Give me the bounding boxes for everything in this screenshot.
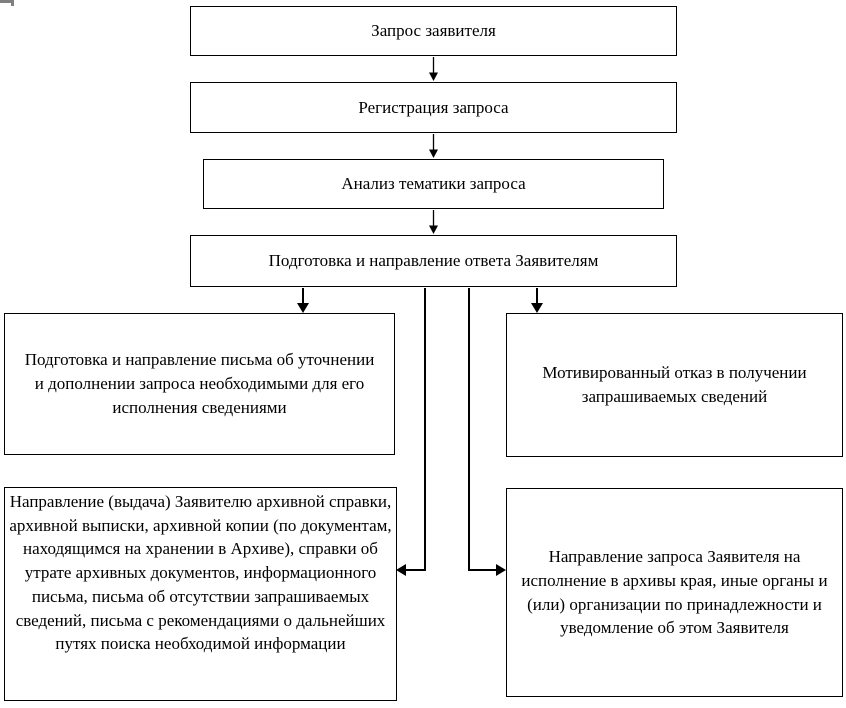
- arrow-analysis-to-preparation: [429, 210, 438, 234]
- arrow-preparation-to-forwarding: [469, 288, 506, 576]
- flow-node-preparation: [190, 235, 677, 287]
- flow-node-motivated-refusal-label: Мотивированный отказ в получении запрашиваемых сведений: [542, 363, 807, 406]
- flow-node-motivated-refusal: [506, 313, 843, 457]
- flow-node-request: [190, 6, 677, 56]
- arrow-preparation-to-clarification: [297, 288, 309, 313]
- flow-node-request-forwarding-label: Направление запроса Заявителя на исполнение в архивы края, иные органы и (или) организации по принадлежности и уведомление об этом Заявителя: [521, 547, 828, 638]
- flow-node-preparation-label: Подготовка и направление ответа Заявителям: [268, 251, 599, 271]
- flow-node-archive-certificate-issuance-label: Направление (выдача) Заявителю архивной справки, архивной выписки, архивной копии (по документам, находящимся на хранении в Архиве), справки об утрате архивных документов, информационного письма, письма об отсутствии запрашиваемых сведений, письма с рекомендациями о дальнейших путях поиска необходимой информации: [9, 492, 392, 654]
- flow-node-analysis-label: Анализ тематики запроса: [341, 174, 526, 194]
- flow-node-registration: [190, 82, 677, 133]
- flow-node-archive-certificate-issuance: [4, 487, 397, 701]
- flow-node-request-label: Запрос заявителя: [371, 21, 496, 41]
- arrow-registration-to-analysis: [429, 134, 438, 158]
- corner-artifact-nub: [11, 0, 14, 6]
- flow-node-analysis: [203, 159, 664, 209]
- flow-node-clarification-letter-label: Подготовка и направление письма об уточнении и дополнении запроса необходимыми для его исполнения сведениями: [24, 350, 375, 417]
- arrow-preparation-to-refusal: [531, 288, 543, 313]
- flow-node-clarification-letter: [4, 313, 395, 455]
- flow-node-request-forwarding: [506, 488, 843, 697]
- arrow-request-to-registration: [429, 57, 438, 81]
- arrow-preparation-to-issuance: [396, 288, 425, 576]
- flow-node-registration-label: Регистрация запроса: [358, 97, 509, 117]
